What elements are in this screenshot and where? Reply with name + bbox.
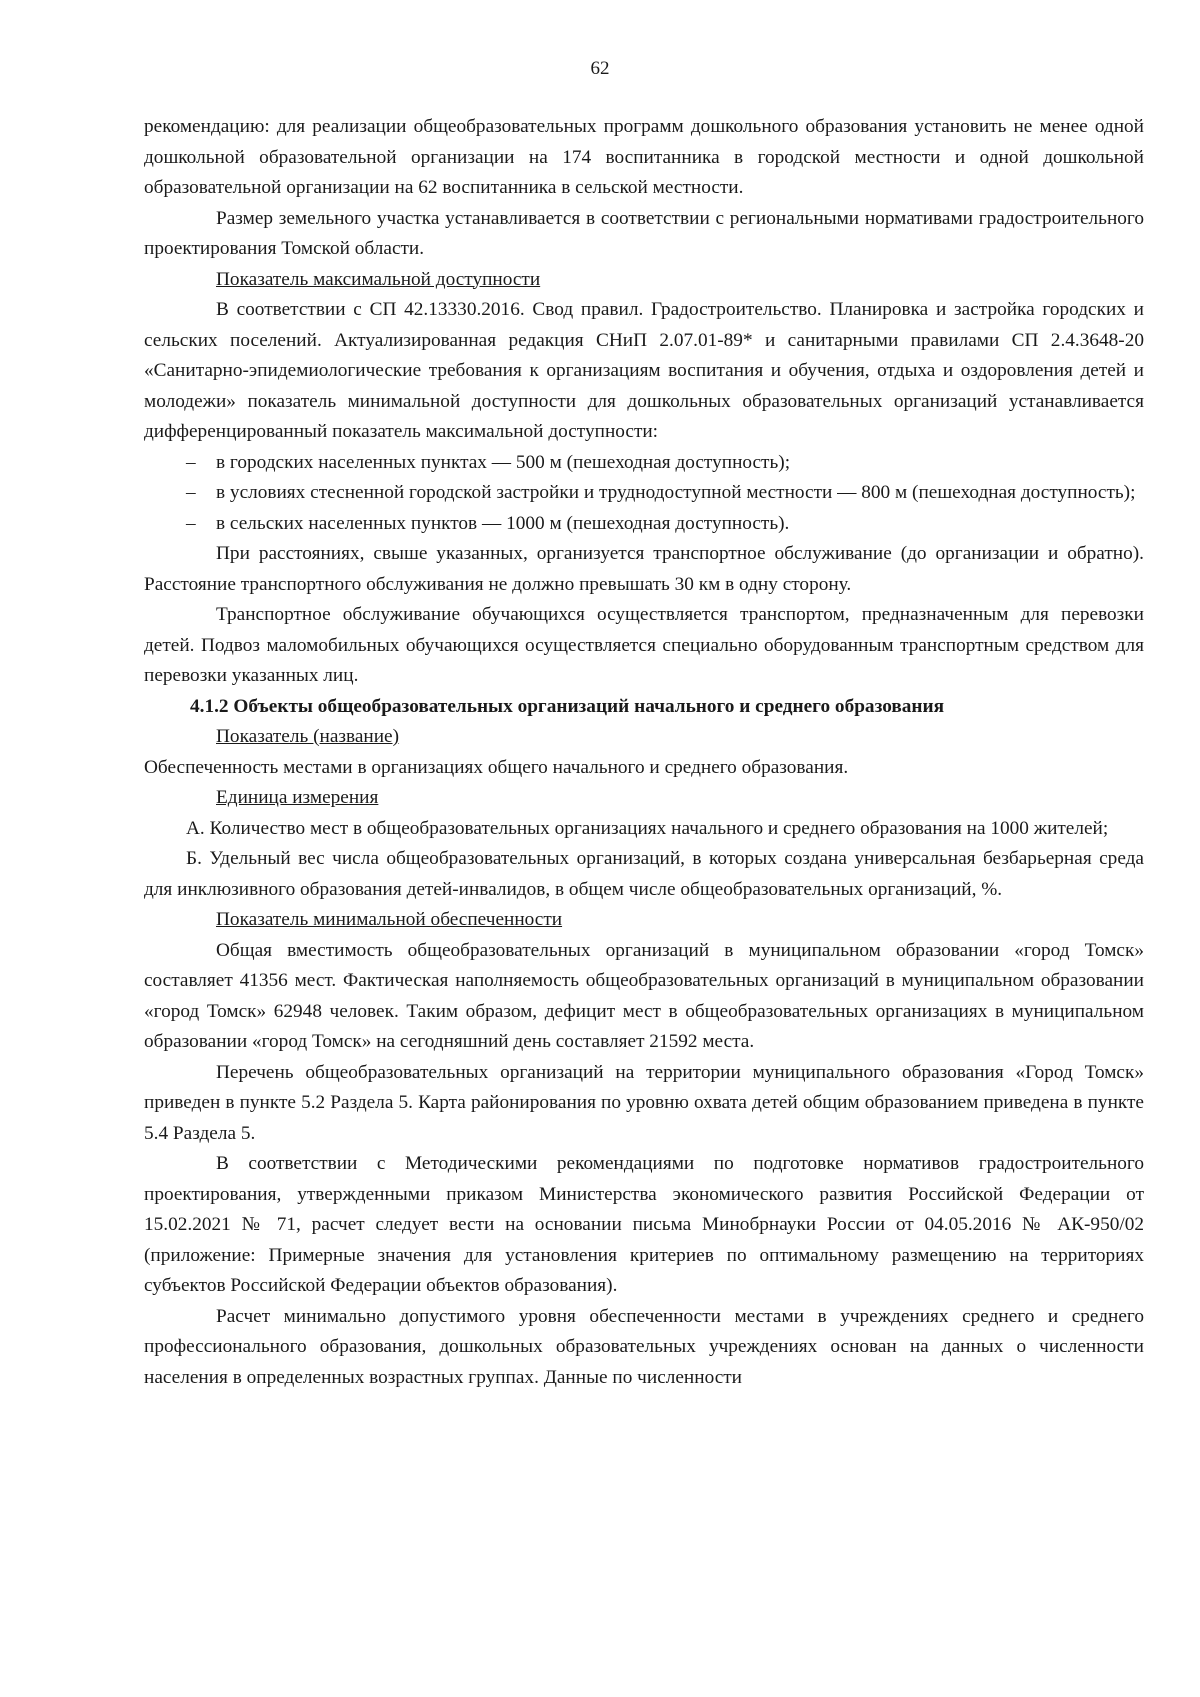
paragraph: Транспортное обслуживание обучающихся осуществляется транспортом, предназначенным для перевозки детей. Подвоз маломобильных обучающихся осуществляется специально оборудованным транспортным средством для перевозки указанных лиц. [144, 604, 1144, 686]
subheading-max-accessibility: Показатель максимальной доступности [216, 268, 541, 290]
subheading-indicator-name: Показатель (название) [216, 726, 400, 747]
paragraph: Размер земельного участка устанавливается в соответствии с региональными нормативами градостроительного проектирования Томской области. [144, 207, 1144, 259]
dash-bullet: – [186, 451, 196, 473]
list-item-text: в сельских населенных пунктов — 1000 м (пешеходная доступность). [216, 512, 790, 534]
paragraph: При расстояниях, свыше указанных, организуется транспортное обслуживание (до организации и обратно). Расстояние транспортного обслуживания не должно превышать 30 км в одну сторону. [144, 543, 1144, 595]
subheading-unit: Единица измерения [216, 787, 379, 808]
paragraph: Общая вместимость общеобразовательных организаций в муниципальном образовании «город Томск» составляет 41356 мест. Фактическая наполняемость общеобразовательных организаций в муниципальном образовании «город Томск» 62948 человек. Таким образом, дефицит мест в общеобразовательных организациях в муниципальном образовании «город Томск» на сегодняшний день составляет 21592 места. [144, 939, 1144, 1052]
list-item [144, 509, 1144, 540]
paragraph-item-b: Б. Удельный вес числа общеобразовательных организаций, в которых создана универсальная безбарьерная среда для инклюзивного образования детей-инвалидов, в общем числе общеобразовательных организаций, %. [144, 848, 1144, 900]
paragraph: В соответствии с Методическими рекомендациями по подготовке нормативов градостроительного проектирования, утвержденными приказом Министерства экономического развития Российской Федерации от 15.02.2021 № 71, расчет следует вести на основании письма Минобрнауки России от 04.05.2016 № АК-950/02 (приложение: Примерные значения для установления критериев по оптимальному размещению на территориях субъектов Российской Федерации объектов образования). [144, 1153, 1144, 1296]
paragraph-item-a: А. Количество мест в общеобразовательных организациях начального и среднего образования на 1000 жителей; [186, 817, 1109, 839]
paragraph: В соответствии с СП 42.13330.2016. Свод правил. Градостроительство. Планировка и застройка городских и сельских поселений. Актуализированная редакция СНиП 2.07.01-89* и санитарными правилами СП 2.4.3648-20 «Санитарно-эпидемиологические требования к организациям воспитания и обучения, отдыха и оздоровления детей и молодежи» показатель минимальной доступности для дошкольных образовательных организаций устанавливается дифференцированный показатель максимальной доступности: [144, 299, 1144, 442]
paragraph: Обеспеченность местами в организациях общего начального и среднего образования. [144, 756, 849, 778]
list-item-text: в городских населенных пунктах — 500 м (пешеходная доступность); [216, 451, 791, 473]
paragraph: рекомендацию: для реализации общеобразовательных программ дошкольного образования установить не менее одной дошкольной образовательной организации на 174 воспитанника в городской местности и одной дошкольной образовательной организации на 62 воспитанника в сельской местности. [144, 116, 1144, 198]
paragraph: Перечень общеобразовательных организаций на территории муниципального образования «Город Томск» приведен в пункте 5.2 Раздела 5. Карта районирования по уровню охвата детей общим образованием приведена в пункте 5.4 Раздела 5. [144, 1061, 1144, 1144]
list-item-text: в условиях стесненной городской застройки и труднодоступной местности — 800 м (пешеходная доступность); [216, 482, 1136, 503]
paragraph: Расчет минимально допустимого уровня обеспеченности местами в учреждениях среднего и среднего профессионального образования, дошкольных образовательных учреждениях основан на данных о численности населения в определенных возрастных группах. Данные по численности [144, 1305, 1144, 1388]
list-item [144, 478, 1144, 509]
subheading-min-provision: Показатель минимальной обеспеченности [216, 909, 563, 930]
document-body [144, 112, 1144, 1393]
page-number: 62 [590, 58, 610, 79]
dash-bullet: – [186, 512, 196, 534]
section-heading: 4.1.2 Объекты общеобразовательных организаций начального и среднего образования [190, 695, 945, 717]
list-item [144, 448, 1144, 479]
dash-bullet: – [186, 482, 196, 503]
